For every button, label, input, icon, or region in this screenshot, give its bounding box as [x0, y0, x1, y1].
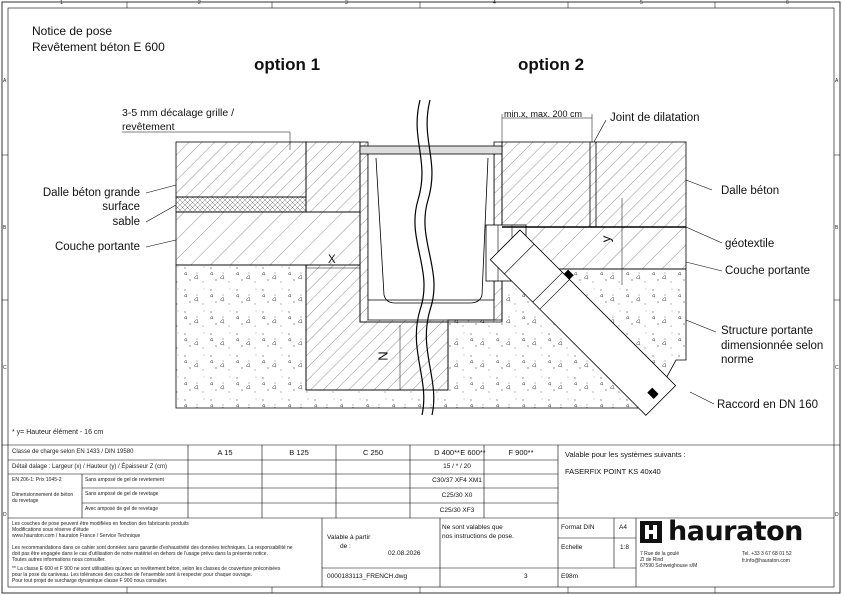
class-label: Classe de charge selon EN 1433 / DIN 19580: [12, 449, 134, 455]
sable-label: sable: [112, 216, 140, 228]
drawing-code: E98m: [561, 573, 578, 580]
geotextile-label: géotextile: [725, 238, 775, 250]
hauraton-logo-mark: [640, 521, 662, 543]
row3-side: Dimensionnement de béton du revetage: [12, 492, 74, 504]
row2-value: 15 / * / 20: [443, 463, 471, 470]
valable-label: Valable pour les systèmes suivants :: [565, 450, 686, 459]
row-marker-c-right: C: [835, 365, 839, 371]
row3a-value: C30/37 XF4 XM1: [432, 477, 482, 484]
structure-label-2: dimensionnée selon: [721, 340, 824, 352]
structure-label-1: Structure portante: [721, 325, 814, 337]
note-5: doit pas être engagée dans le cas d'utilisation de notre matériel en dehors de l'usage prévu dans la présente notice.: [12, 551, 268, 557]
row3a-label: Sans amposé de gel de revetement: [85, 477, 164, 483]
note-0: Les couches de pose peuvent être modifiées en fonction des fabricants produits: [12, 521, 189, 527]
echelle-label: Echelle: [561, 544, 583, 551]
col-marker-4: 4: [493, 0, 496, 6]
note-6: Toutes autres informations nous consulter.: [12, 557, 106, 563]
row-marker-b-right: B: [835, 225, 839, 231]
dalle-beton-label: Dalle béton: [721, 185, 780, 197]
col-marker-1: 1: [60, 0, 63, 6]
row3c-label: Avec amposé de gel de revetage: [85, 506, 159, 512]
left-concrete-surround: [306, 142, 360, 212]
class-c250: C 250: [362, 448, 383, 457]
option-2-heading: option 2: [518, 55, 585, 74]
note-4: Les recommandations dans ce cahier sont données sans garantie d'exhaustivité des données techniques. La responsabilité ne: [12, 545, 293, 551]
row-marker-a-right: A: [835, 78, 839, 84]
email: fr.info@hauraton.com: [742, 558, 790, 564]
class-a15: A 15: [217, 448, 233, 457]
sand-layer: [176, 197, 306, 212]
dimension-x: X: [328, 254, 336, 266]
company-logo-text: hauraton: [668, 516, 803, 547]
offset-label-1: 3-5 mm décalage grille /: [122, 107, 235, 119]
date: 02.08.2026: [388, 550, 421, 557]
file-name: 0000183113_FRENCH.dwg: [327, 573, 408, 580]
row3c-value: C25/30 XF3: [439, 507, 475, 514]
offset-label-2: revêtement: [122, 121, 175, 133]
phone: Tel. +33 3 67 68 01 52: [742, 551, 792, 557]
col-marker-2: 2: [198, 0, 201, 6]
title-line-1: Notice de pose: [32, 24, 113, 38]
joint-label: Joint de dilatation: [610, 112, 700, 124]
row2-label: Détail dalage : Largeur (x) / Hauteur (y) / Épaisseur Z (cm): [12, 464, 168, 470]
dimension-y: y: [598, 235, 614, 243]
format-value: A4: [619, 524, 627, 531]
class-f900: F 900**: [508, 448, 534, 457]
conform-2: nos instructions de pose.: [442, 533, 514, 540]
row3b-label: Sans amposé de gel de revetage: [85, 491, 159, 497]
page-number: 3: [524, 573, 528, 580]
row3-left: EN 206-1: Prix 1045-2: [12, 477, 62, 483]
left-slab: [176, 142, 306, 197]
couche-portante-right-label: Couche portante: [725, 265, 811, 277]
col-marker-3: 3: [345, 0, 348, 6]
class-e600: E 600**: [460, 448, 486, 457]
address-1: 7 Rue de la goulé: [640, 551, 680, 557]
note-9: pour la pose du caniveau. Les tolérances des couches de l'ensemble sont à respecter pour chaque ouvrage.: [12, 572, 252, 578]
row-marker-c: C: [3, 365, 7, 371]
row3b-value: C25/30 X0: [441, 492, 473, 499]
min-max-label: min.x, max. 200 cm: [504, 109, 583, 119]
channel-body: [368, 150, 494, 300]
note-1: Modifications sous réserve d'étude: [12, 527, 89, 533]
note-8: ** La classe E 600 et F 900 ne sont utilisables qu'avec un revêtement béton, selon les classes de couverture préconisées: [12, 566, 281, 572]
address-3: 67590 Schweighouse s/M: [640, 563, 698, 569]
address-2: ZI de Rind: [640, 557, 664, 563]
row-marker-b: B: [3, 225, 7, 231]
grate: [360, 146, 502, 154]
class-b125: B 125: [289, 448, 309, 457]
title-line-2: Revêtement béton E 600: [32, 40, 165, 54]
row-marker-a: A: [3, 78, 7, 84]
cross-section-drawing: [122, 100, 722, 415]
echelle-value: 1:8: [620, 544, 630, 551]
system-name: FASERFIX POINT KS 40x40: [565, 467, 661, 476]
class-d400: D 400**: [434, 448, 460, 457]
couche-portante-left-label: Couche portante: [54, 241, 140, 253]
row-marker-d-right: D: [835, 512, 839, 518]
dalle-grande-label-1: Dalle béton grande: [42, 187, 140, 199]
col-marker-5: 5: [640, 0, 643, 6]
right-slab: [502, 142, 686, 227]
option-1-heading: option 1: [254, 55, 321, 74]
row-marker-d: D: [3, 512, 7, 518]
note-2: www.hauraton.com / hauraton France / Service Technique: [12, 533, 141, 539]
de-label: de :: [340, 543, 351, 550]
col-marker-6: 6: [786, 0, 789, 6]
conform-1: Ne sont valables que: [442, 524, 503, 531]
format-label: Format DIN: [561, 524, 595, 531]
note-10: Pour tout projet de surcharge dynamique classe F 900 nous consulter.: [12, 578, 168, 584]
footnote-y: * y= Hauteur élément - 16 cm: [12, 429, 104, 436]
valable-a-partir: Valable à partir: [327, 534, 371, 541]
dalle-grande-label-2: surface: [102, 201, 140, 213]
structure-label-3: norme: [721, 354, 754, 366]
dimension-z: N: [375, 351, 391, 361]
raccord-label: Raccord en DN 160: [717, 399, 818, 411]
